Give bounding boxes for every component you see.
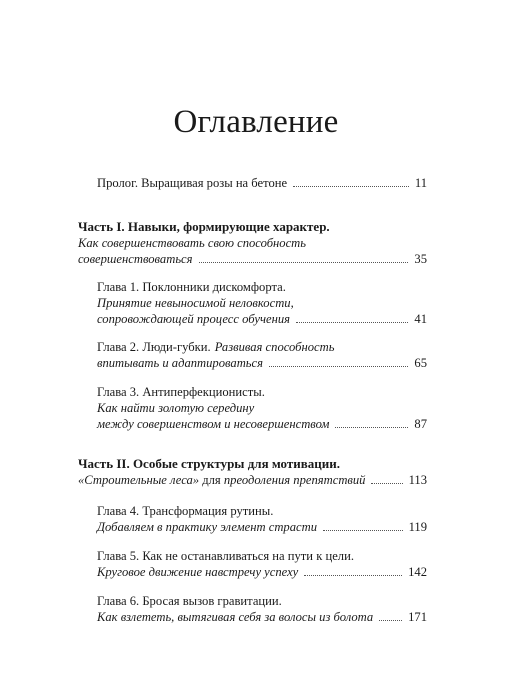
toc-entry-part-1[interactable] [78,219,427,267]
dot-leader [304,575,402,576]
page-number: 119 [408,520,427,534]
page-number: 65 [414,356,427,370]
dot-leader [323,530,403,531]
page-number: 142 [408,565,427,579]
part-subtitle: Как совершенствовать свою способность [78,236,307,250]
toc-entry-chapter-4[interactable] [78,503,427,535]
chapter-subtitle: впитывать и адаптироваться [97,356,263,370]
part-heading: Часть I. Навыки, формирующие характер. [78,219,330,234]
toc-entry-chapter-1[interactable] [78,279,427,327]
chapter-title: Глава 5. Как не останавливаться на пути к цели. [97,549,354,563]
chapter-title: Глава 2. Люди-губки. [97,340,211,354]
dot-leader [335,427,408,428]
toc-entry-chapter-5[interactable] [78,548,427,580]
page-number: 11 [414,176,427,190]
chapter-title: Глава 6. Бросая вызов гравитации. [97,594,282,608]
page-number: 35 [414,252,427,266]
page-number: 41 [414,312,427,326]
chapter-subtitle: Добавляем в практику элемент страсти [97,520,317,534]
chapter-subtitle: Как взлететь, вытягивая себя за волосы из болота [97,610,374,624]
page-number: 171 [408,610,427,624]
chapter-title: Глава 3. Антиперфекционисты. [97,385,265,399]
page-number: 113 [408,473,427,487]
toc-entry-part-2[interactable] [78,456,427,488]
dot-leader [199,262,409,263]
part-heading: Часть II. Особые структуры для мотивации. [78,456,340,471]
chapter-subtitle: Как найти золотую середину [97,401,255,415]
toc-entry-chapter-3[interactable] [78,384,427,432]
prologue-label: Пролог. Выращивая розы на бетоне [97,176,288,190]
chapter-title: Глава 1. Поклонники дискомфорта. [97,280,286,294]
part-subtitle-rest: преодоления препятствий [223,473,366,487]
part-subtitle [78,472,365,488]
chapter-subtitle: между совершенством и несовершенством [97,417,330,431]
dot-leader [296,322,408,323]
dot-leader [379,620,402,621]
dot-leader [371,483,402,484]
part-subtitle-quoted: «Строительные леса» [78,473,200,487]
toc-entry-chapter-6[interactable] [78,593,427,625]
toc-entry-chapter-2[interactable] [78,339,427,371]
part-subtitle: совершенствоваться [78,252,193,266]
chapter-subtitle: сопровождающей процесс обучения [97,312,291,326]
chapter-subtitle: Развивая способность [214,340,335,354]
page-title: Оглавление [173,104,339,140]
chapter-subtitle: Круговое движение навстречу успеху [97,565,299,579]
chapter-subtitle: Принятие невыносимой неловкости, [97,296,294,310]
dot-leader [293,186,409,187]
chapter-title: Глава 4. Трансформация рутины. [97,504,274,518]
toc-entry-prologue[interactable] [78,175,427,191]
dot-leader [269,366,408,367]
page-number: 87 [414,417,427,431]
part-subtitle-connector: для [199,473,224,487]
